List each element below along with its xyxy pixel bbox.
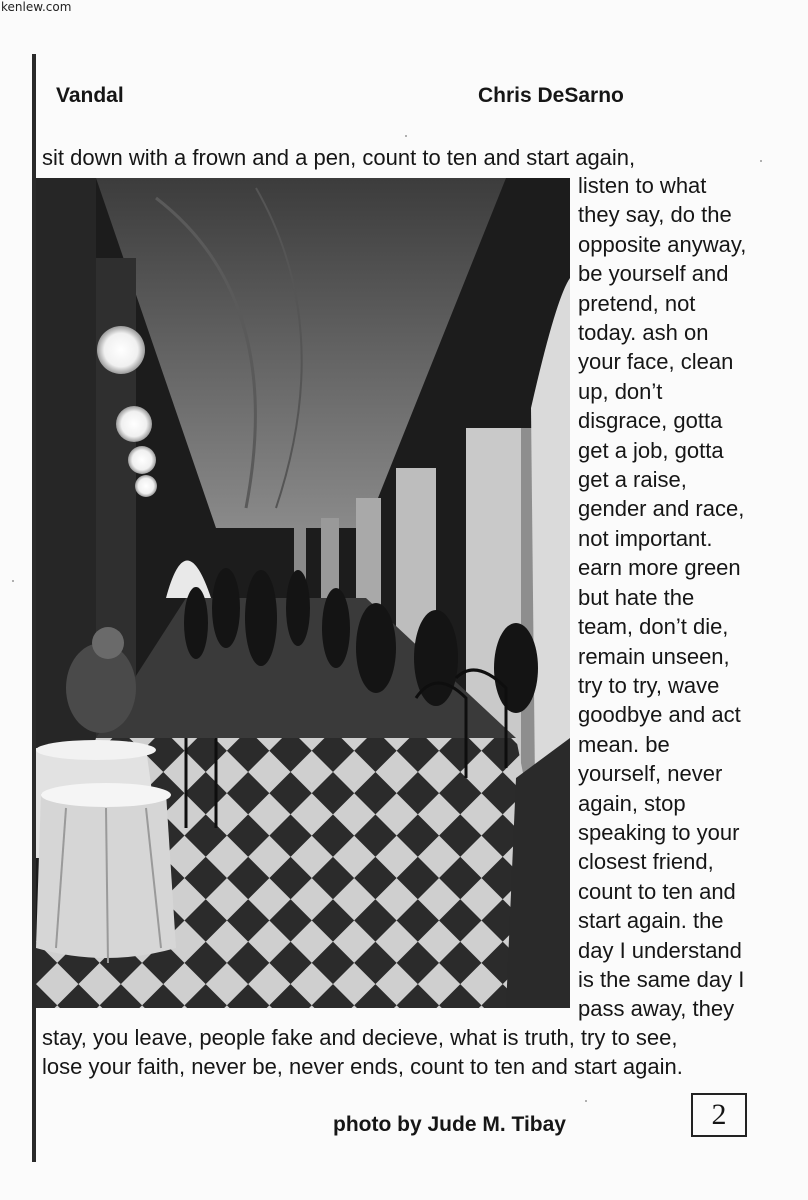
paper-speck bbox=[405, 135, 407, 137]
poem-title: Vandal bbox=[56, 84, 124, 107]
poem-line: gender and race, bbox=[578, 496, 745, 522]
poem-line: opposite anyway, bbox=[578, 231, 747, 257]
poem-line: get a job, gotta bbox=[578, 437, 724, 463]
arcade-cafe-photo bbox=[36, 178, 570, 1008]
page-number: 2 bbox=[691, 1093, 747, 1137]
poem-line: disgrace, gotta bbox=[578, 408, 723, 434]
poem-line: today. ash on bbox=[578, 320, 709, 346]
poem-line: remain unseen, bbox=[578, 643, 730, 669]
poem-author: Chris DeSarno bbox=[478, 84, 624, 107]
poem-line: count to ten and bbox=[578, 878, 736, 904]
poem-line: try to try, wave bbox=[578, 672, 720, 698]
poem-top-line: sit down with a frown and a pen, count to ten and start again, bbox=[42, 145, 636, 170]
poem-line: get a raise, bbox=[578, 467, 687, 493]
poem-bottom-line: stay, you leave, people fake and decieve, what is truth, try to see, bbox=[42, 1025, 678, 1050]
poem-line: yourself, never bbox=[578, 761, 723, 787]
poem-line: but hate the bbox=[578, 584, 695, 610]
poem-line: not important. bbox=[578, 525, 713, 551]
poem-line: mean. be bbox=[578, 731, 670, 757]
poem-line: speaking to your bbox=[578, 819, 740, 845]
poem-bottom-line: lose your faith, never be, never ends, count to ten and start again. bbox=[42, 1054, 683, 1079]
poem-line: they say, do the bbox=[578, 202, 732, 228]
poem-line: your face, clean bbox=[578, 349, 734, 375]
paper-speck bbox=[585, 1100, 587, 1102]
poem-line: be yourself and bbox=[578, 261, 729, 287]
poem-line: again, stop bbox=[578, 790, 686, 816]
poem-line: start again. the bbox=[578, 908, 724, 934]
poem-line: day I understand bbox=[578, 937, 742, 963]
poem-line: pretend, not bbox=[578, 290, 696, 316]
poem-line: earn more green bbox=[578, 555, 741, 581]
site-watermark: kenlew.com bbox=[1, 0, 72, 14]
poem-line: is the same day I bbox=[578, 966, 745, 992]
photo-credit: photo by Jude M. Tibay bbox=[333, 1113, 566, 1136]
poem-line: closest friend, bbox=[578, 849, 714, 875]
poem-line: listen to what bbox=[578, 173, 707, 198]
poem-side-column bbox=[578, 171, 788, 1024]
poem-line: up, don’t bbox=[578, 378, 663, 404]
poem-line: team, don’t die, bbox=[578, 614, 729, 640]
poem-line: goodbye and act bbox=[578, 702, 741, 728]
paper-speck bbox=[12, 580, 14, 582]
paper-speck bbox=[760, 160, 762, 162]
poem-line: pass away, they bbox=[578, 996, 735, 1022]
